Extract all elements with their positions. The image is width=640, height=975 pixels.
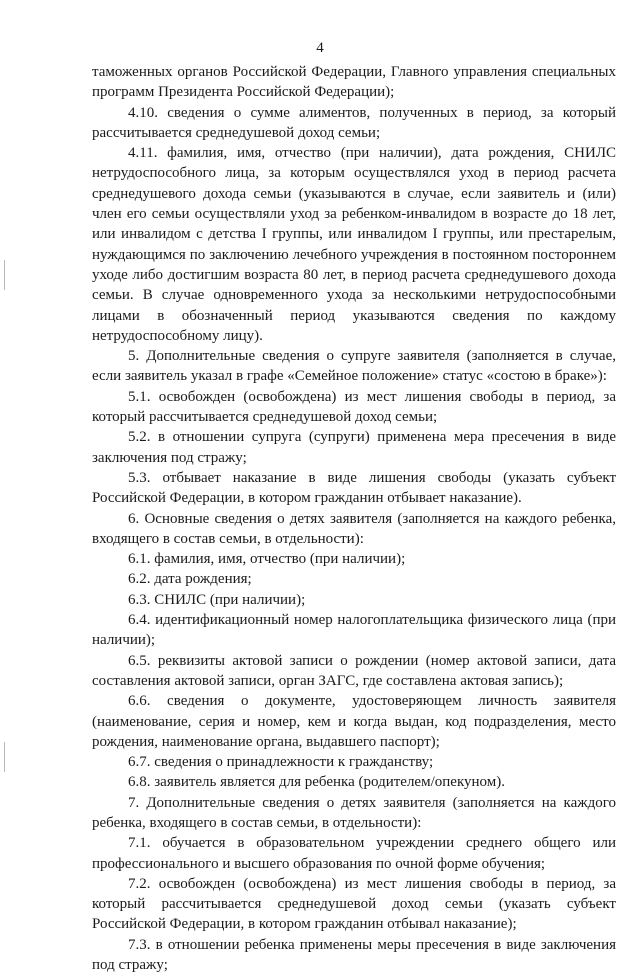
paragraph: 5.1. освобожден (освобождена) из мест лишения свободы в период, за который рассчитывается среднедушевой доход семьи;	[92, 388, 616, 426]
paragraph: 7. Дополнительные сведения о детях заявителя (заполняется на каждого ребенка, входящего в состав семьи, в отдельности):	[92, 794, 616, 831]
paragraph: 6.3. СНИЛС (при наличии);	[128, 591, 306, 608]
scan-margin-mark	[4, 260, 5, 290]
scan-margin-mark	[4, 742, 5, 772]
paragraph: 7.1. обучается в образовательном учреждении среднего общего или профессионального и высшего образования по очной форме обучения;	[92, 835, 616, 872]
paragraph: 6.4. идентификационный номер налогоплательщика физического лица (при наличии);	[92, 612, 616, 649]
paragraph: 6.1. фамилия, имя, отчество (при наличии);	[128, 551, 406, 568]
paragraph: 7.3. в отношении ребенка применены меры пресечения в виде заключения под стражу;	[92, 936, 616, 974]
paragraph: 6.7. сведения о принадлежности к гражданству;	[128, 754, 434, 771]
paragraph: 4.11. фамилия, имя, отчество (при наличии), дата рождения, СНИЛС нетрудоспособного лица, за которым осуществлялся уход в период расчета среднедушевого дохода семьи (указываются в случае, если заявитель и (или) член его семьи осуществляли уход за ребенком-инвалидом в возрасте до 18 лет, или инвалидом с детства I группы, или инвалидом I группы, или престарелым, нуждающимся по заключению лечебного учреждения в постоянном постороннем уходе либо достигшим возраста 80 лет, в период расчета среднедушевого дохода семьи. В случае одновременного ухода за несколькими нетрудоспособными лицами в обозначенный период указываются сведения по каждому нетрудоспособному лицу).	[92, 145, 616, 344]
paragraph: 5. Дополнительные сведения о супруге заявителя (заполняется в случае, если заявитель указал в графе «Семейное положение» статус «состою в браке»):	[92, 348, 616, 385]
page-number: 4	[316, 40, 324, 56]
paragraph: 6.6. сведения о документе, удостоверяющем личность заявителя (наименование, серия и номер, кем и когда выдан, код подразделения, место рождения, наименование органа, выдавшего паспорт);	[92, 693, 616, 750]
paragraph: 5.3. отбывает наказание в виде лишения свободы (указать субъект Российской Федерации, в котором гражданин отбывает наказание).	[92, 469, 616, 507]
paragraph: 6. Основные сведения о детях заявителя (заполняется на каждого ребенка, входящего в состав семьи, в отдельности):	[92, 510, 616, 547]
paragraph: таможенных органов Российской Федерации, Главного управления специальных программ Президента Российской Федерации);	[92, 64, 616, 101]
paragraph: 5.2. в отношении супруга (супруги) применена мера пресечения в виде заключения под стражу;	[92, 429, 616, 466]
paragraph: 6.5. реквизиты актовой записи о рождении (номер актовой записи, дата составления актовой записи, орган ЗАГС, где составлена актовая запись);	[92, 652, 616, 689]
paragraph: 6.2. дата рождения;	[128, 571, 252, 588]
paragraph: 4.10. сведения о сумме алиментов, полученных в период, за который рассчитывается среднедушевой доход семьи;	[92, 104, 616, 141]
paragraph: 6.8. заявитель является для ребенка (родителем/опекуном).	[128, 774, 505, 791]
paragraph: 7.2. освобожден (освобождена) из мест лишения свободы в период, за который рассчитывается среднедушевой доход семьи (указать субъект Российской Федерации, в котором гражданин отбывал наказание);	[92, 875, 616, 933]
document-body	[92, 62, 616, 975]
